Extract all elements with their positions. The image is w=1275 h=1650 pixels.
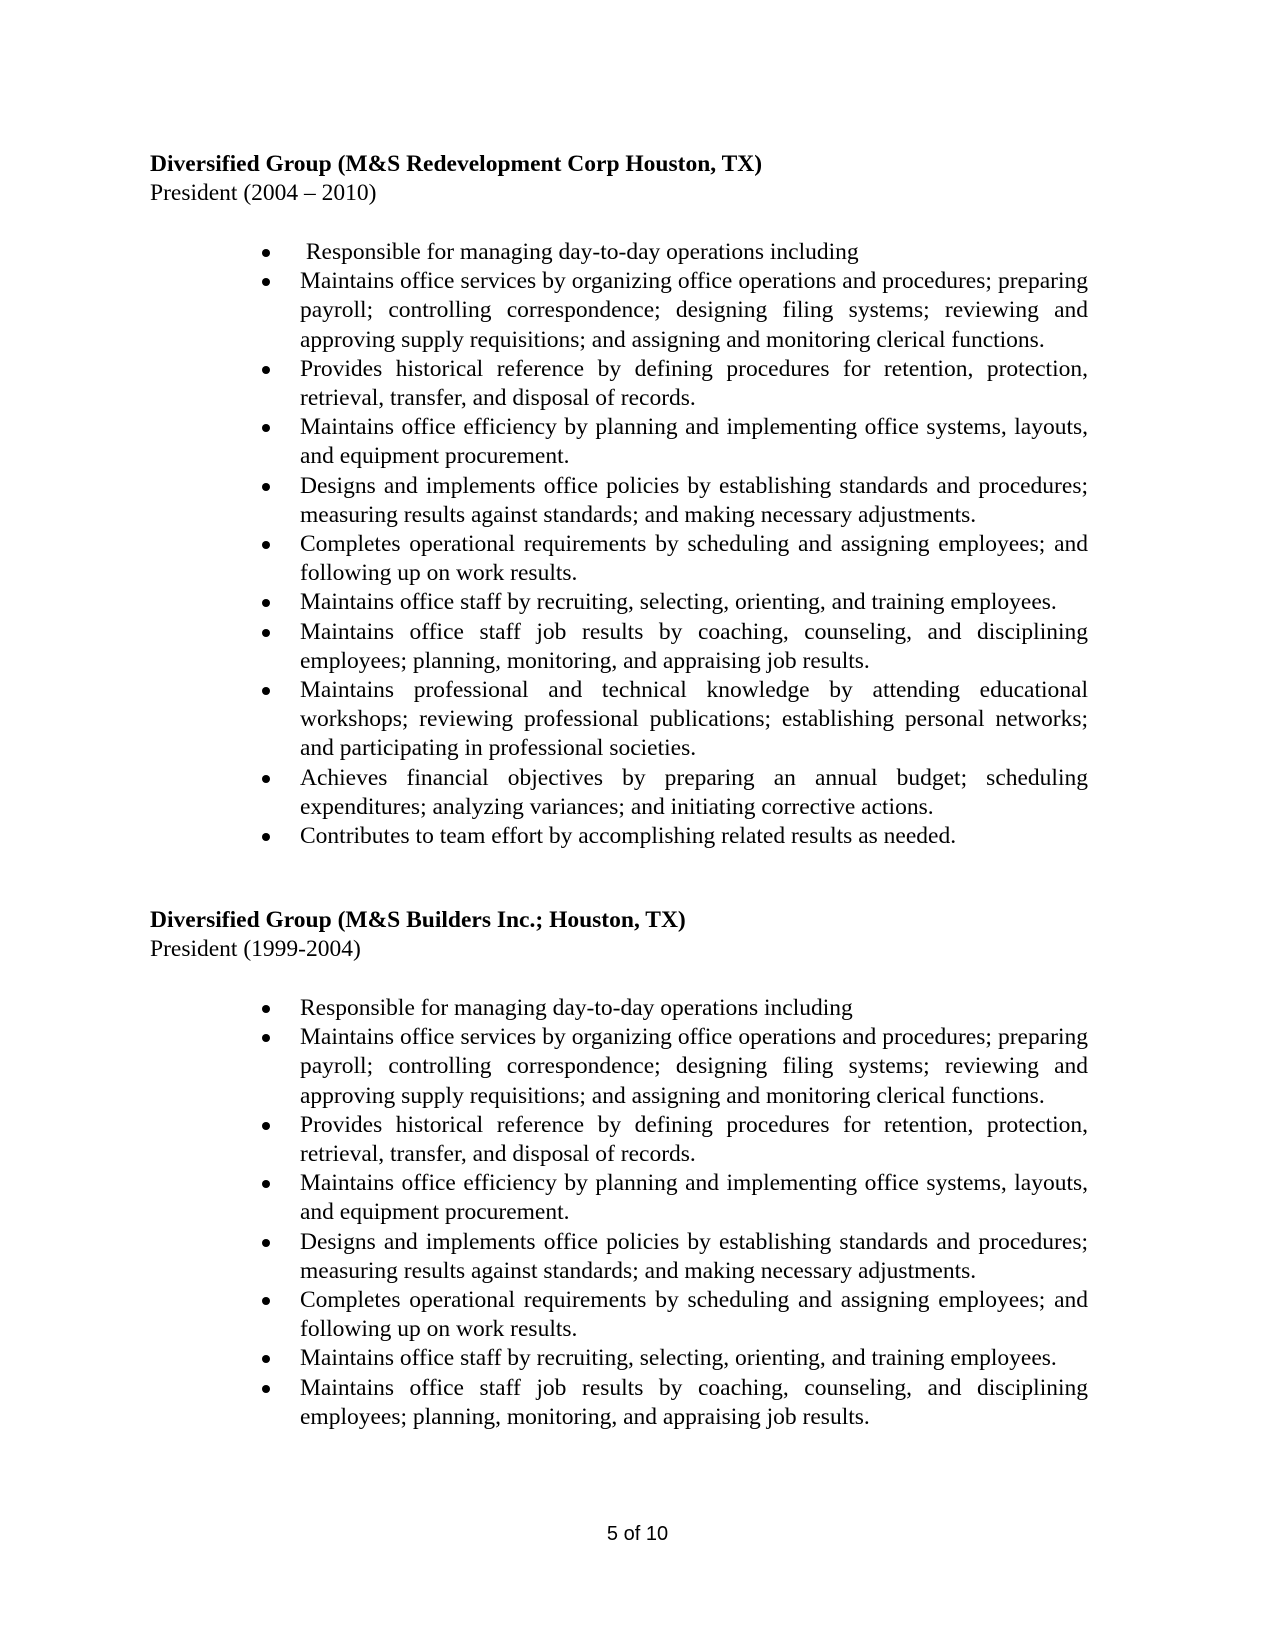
bullet-icon: [262, 1180, 270, 1188]
company-heading: Diversified Group (M&S Builders Inc.; Houston, TX): [150, 907, 686, 933]
list-item: Maintains office services by organizing office operations and procedures; preparing payroll; controlling correspondence; designing filing systems; reviewing and approving supply requisitions; and assigning and monitoring clerical functions.: [262, 267, 1088, 355]
page-number: 5 of 10: [606, 1523, 669, 1545]
bullet-icon: [262, 1239, 270, 1247]
bullet-icon: [262, 1122, 270, 1130]
list-item: Completes operational requirements by scheduling and assigning employees; and following up on work results.: [262, 1286, 1088, 1344]
company-heading: Diversified Group (M&S Redevelopment Corp Houston, TX): [150, 151, 763, 177]
role-dates: President (1999-2004): [150, 936, 361, 962]
bullet-icon: [262, 424, 270, 432]
bullet-icon: [262, 687, 270, 695]
list-item: Maintains office staff job results by coaching, counseling, and disciplining employees; planning, monitoring, and appraising job results.: [262, 1374, 1088, 1432]
bullet-icon: [262, 278, 270, 286]
bullet-icon: [262, 1034, 270, 1042]
responsibilities-list: [262, 238, 1088, 851]
list-item: Designs and implements office policies by establishing standards and procedures; measuring results against standards; and making necessary adjustments.: [262, 1228, 1088, 1286]
bullet-icon: [262, 775, 270, 783]
bullet-icon: [262, 1385, 270, 1393]
role-dates: President (2004 – 2010): [150, 180, 377, 206]
list-item: Achieves financial objectives by preparing an annual budget; scheduling expenditures; analyzing variances; and initiating corrective actions.: [262, 764, 1088, 822]
bullet-icon: [262, 541, 270, 549]
list-item: Provides historical reference by defining procedures for retention, protection, retrieval, transfer, and disposal of records.: [262, 1111, 1088, 1169]
job-entry: [150, 150, 1130, 208]
list-item: Maintains professional and technical knowledge by attending educational workshops; reviewing professional publications; establishing personal networks; and participating in professional societies.: [262, 676, 1088, 764]
bullet-icon: [262, 1355, 270, 1363]
list-item: Maintains office services by organizing office operations and procedures; preparing payroll; controlling correspondence; designing filing systems; reviewing and approving supply requisitions; and assigning and monitoring clerical functions.: [262, 1023, 1088, 1111]
bullet-icon: [262, 483, 270, 491]
list-item: Maintains office staff by recruiting, selecting, orienting, and training employees.: [262, 588, 1088, 617]
list-item: Maintains office efficiency by planning and implementing office systems, layouts, and equipment procurement.: [262, 413, 1088, 471]
responsibilities-list: [262, 994, 1088, 1432]
bullet-icon: [262, 599, 270, 607]
list-item: Maintains office staff job results by coaching, counseling, and disciplining employees; planning, monitoring, and appraising job results.: [262, 618, 1088, 676]
list-item: Completes operational requirements by scheduling and assigning employees; and following up on work results.: [262, 530, 1088, 588]
list-item: Responsible for managing day-to-day operations including: [262, 994, 1088, 1023]
list-item: Designs and implements office policies by establishing standards and procedures; measuring results against standards; and making necessary adjustments.: [262, 472, 1088, 530]
bullet-icon: [262, 629, 270, 637]
bullet-icon: [262, 366, 270, 374]
bullet-icon: [262, 1297, 270, 1305]
list-item: Maintains office efficiency by planning and implementing office systems, layouts, and equipment procurement.: [262, 1169, 1088, 1227]
list-item: Contributes to team effort by accomplishing related results as needed.: [262, 822, 1088, 851]
list-item: Maintains office staff by recruiting, selecting, orienting, and training employees.: [262, 1344, 1088, 1373]
bullet-icon: [262, 833, 270, 841]
job-entry: [150, 906, 1130, 964]
list-item: Provides historical reference by defining procedures for retention, protection, retrieval, transfer, and disposal of records.: [262, 355, 1088, 413]
list-item: Responsible for managing day-to-day operations including: [262, 238, 1088, 267]
bullet-icon: [262, 1005, 270, 1013]
bullet-icon: [262, 249, 270, 257]
